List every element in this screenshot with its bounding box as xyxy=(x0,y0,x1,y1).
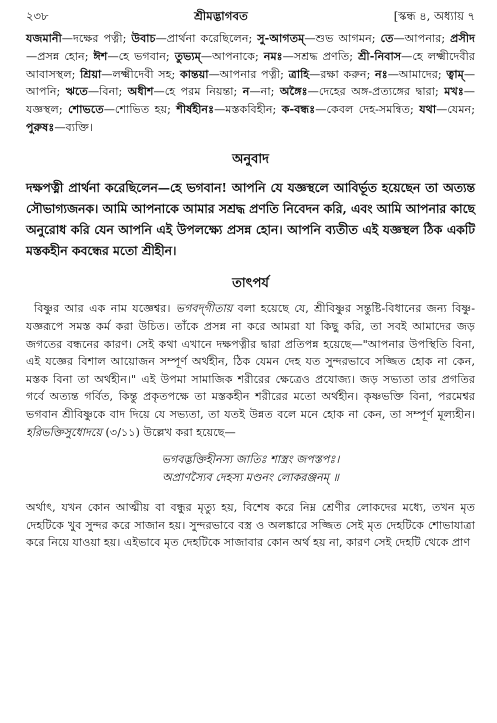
synonym-term: ক-বন্ধঃ xyxy=(281,102,316,117)
synonym-meaning: —আমাদের; xyxy=(387,67,447,81)
synonym-meaning: —লক্ষ্মীদেবী সহ; xyxy=(101,67,180,81)
synonym-term: ত্বাম্ xyxy=(446,66,464,81)
scripture-reference: হরিভক্তিসুধোদয়ে xyxy=(26,425,102,439)
synonym-term: ত্রাহি xyxy=(288,66,310,81)
synonym-meaning: —সশ্রদ্ধ প্রণতি; xyxy=(282,49,359,63)
purport-paragraph xyxy=(26,300,475,441)
synonym-term: ঋতে xyxy=(65,84,88,99)
purport-text: বিষ্ণুর আর এক নাম যজ্ঞেশ্বর। xyxy=(34,302,176,316)
synonym-meaning: —দেহের অঙ্গ-প্রত্যঙ্গের দ্বারা; xyxy=(307,85,445,99)
synonym-term: কান্তয়া xyxy=(179,66,209,81)
synonym-term: নমঃ xyxy=(263,48,283,63)
synonym-meaning: —আপনি; xyxy=(26,67,475,99)
sanskrit-verse xyxy=(26,451,475,487)
synonym-term: শ্রী-নিবাস xyxy=(358,48,402,63)
synonym-meaning: —প্রসন্ন হোন; xyxy=(26,49,94,63)
purport-paragraph: অর্থাৎ, যখন কোন আত্মীয় বা বন্ধুর মৃত্যু হয়, বিশেষ করে নিম্ন শ্রেণীর লোকদের মধ্যে, তখন মৃত দেহটিকে খুব সুন্দর করে সাজান হয়। সুন্দরভাবে বস্ত্র ও অলঙ্কারে সজ্জিত সেই মৃত দেহটিকে শোভাযাত্রা করে নিয়ে যাওয়া হয়। এইভাবে মৃত দেহটিকে সাজাবার কোন অর্থ হয় না, কারণ সেই দেহটি থেকে প্রাণ xyxy=(26,501,475,550)
synonym-term: নঃ xyxy=(375,66,388,81)
synonym-meaning: —বিনা; xyxy=(87,85,128,99)
synonym-meaning: —শুভ আগমন; xyxy=(304,32,381,45)
synonym-term: যজমানী xyxy=(26,31,62,45)
synonym-term: যথা xyxy=(419,102,437,117)
synonym-term: শ্রিয়া xyxy=(80,66,102,81)
synonym-meaning: —দক্ষের পত্নী; xyxy=(61,32,132,45)
purport-text: (৩/১১) উল্লেখ করা হয়েছে— xyxy=(102,425,236,439)
synonym-meaning: —শোভিত হয়; xyxy=(103,103,177,117)
purport-heading: তাৎপর্য xyxy=(232,275,269,291)
synonym-meaning: —যেমন; xyxy=(436,103,475,117)
verse-line: অপ্রাণস্যৈব দেহস্য মণ্ডনং লোকরঞ্জনম্ ॥ xyxy=(162,471,339,485)
verse-line: ভগবদ্ভক্তিহীনস্য জাতিঃ শাস্ত্রং জপস্তপঃ। xyxy=(161,453,340,467)
synonym-term: অঙ্গৈঃ xyxy=(279,84,308,99)
synonym-meaning: —আপনার; xyxy=(393,32,451,45)
synonym-meaning: —মস্তকবিহীন; xyxy=(214,103,282,117)
synonym-meaning: —প্রার্থনা করেছিলেন; xyxy=(155,32,258,45)
synonym-term: সু-আগতম্ xyxy=(257,31,305,45)
synonym-term: তে xyxy=(380,31,394,45)
synonym-term: প্রসীদ xyxy=(450,31,475,45)
synonym-term: অধীশ xyxy=(127,84,154,99)
synonym-term: মখঃ xyxy=(444,84,464,99)
synonym-term: তুভ্যম্ xyxy=(174,48,201,63)
synonym-term: ন xyxy=(242,84,250,99)
synonym-term: উবাচ xyxy=(131,31,156,45)
synonym-meaning: —হে লক্ষ্মীদেবীর আবাসস্থল; xyxy=(26,49,475,81)
synonym-meaning: —হে পরম নিয়ন্তা; xyxy=(153,85,243,99)
synonym-meaning: —আপনাকে; xyxy=(200,49,264,63)
scripture-reference: ভগবদ্‌গীতায় xyxy=(175,302,233,316)
translation-text: দক্ষপত্নী প্রার্থনা করেছিলেন—হে ভগবান! আপনি যে যজ্ঞস্থলে আবির্ভূত হয়েছেন তা অত্যন্ত সৌভাগ্যজনক। আমি আপনাকে আমার সশ্রদ্ধ প্রণতি নিবেদন করি, এবং আমি আপনার কাছে অনুরোধ করি যেন আপনি এই উপলক্ষ্যে প্রসন্ন হোন। আপনি ব্যতীত এই যজ্ঞস্থল ঠিক একটি মস্তকহীন কবন্ধের মতো শ্রীহীন। xyxy=(26,179,475,258)
synonym-meaning: —আপনার পত্নী; xyxy=(208,67,289,81)
chapter-reference: [স্কন্ধ ৪, অধ্যায় ৭ xyxy=(393,9,475,23)
synonym-meaning: —যজ্ঞস্থল; xyxy=(26,85,475,117)
purport-text: বলা হয়েছে যে, শ্রীবিষ্ণুর সন্তুষ্টি-বিধানের জন্য বিষ্ণু-যজ্ঞরূপে সমস্ত কর্ম করা উচিত। তাঁকে প্রসন্ন না করে আমরা যা কিছু করি, তা সবই আমাদের জড় জগতের বন্ধনের কারণ। সেই কথা এখানে দক্ষপত্নীর দ্বারা প্রতিপন্ন হয়েছে—"আপনার উপস্থিতি বিনা, এই যজ্ঞের বিশাল আয়োজন সম্পূর্ণ অর্থহীন, ঠিক যেমন দেহ যত সুন্দরভাবে সজ্জিত হোক না কেন, মস্তক বিনা তা অর্থহীন।" এই উপমা সামাজিক শরীরের ক্ষেত্রেও প্রযোজ্য। জড় সভ্যতা তার প্রগতির গর্বে অত্যন্ত গর্বিত, কিন্তু প্রকৃতপক্ষে তা মস্তকহীন শরীরের মতো অর্থহীন। কৃষ্ণভক্তি বিনা, পরমেশ্বর ভগবান শ্রীবিষ্ণুকে বাদ দিয়ে যে সভ্যতা, তা যতই উন্নত বলে মনে হোক না কেন, তা সম্পূর্ণ মূল্যহীন। xyxy=(26,302,475,421)
book-title: শ্রীমদ্ভাগবত xyxy=(194,9,249,23)
synonym-term: শীর্ষহীনঃ xyxy=(176,102,215,117)
synonym-term: ঈশ xyxy=(93,48,108,63)
page-number: ২৩৮ xyxy=(26,9,49,23)
synonym-term: পুরুষঃ xyxy=(26,119,55,134)
purport-body xyxy=(26,300,475,552)
synonym-term: শোভতে xyxy=(68,102,104,117)
synonym-meaning: —কেবল দেহ-সমন্বিত; xyxy=(315,103,420,117)
translation-heading: অনুবাদ xyxy=(232,151,269,167)
synonym-meaning: —হে ভগবান; xyxy=(107,49,175,63)
synonyms-block xyxy=(26,30,475,137)
synonym-meaning: —রক্ষা করুন; xyxy=(309,67,376,81)
page-header xyxy=(26,8,475,30)
synonym-meaning: —না; xyxy=(249,85,280,99)
synonym-meaning: —ব্যক্তি। xyxy=(54,120,94,134)
